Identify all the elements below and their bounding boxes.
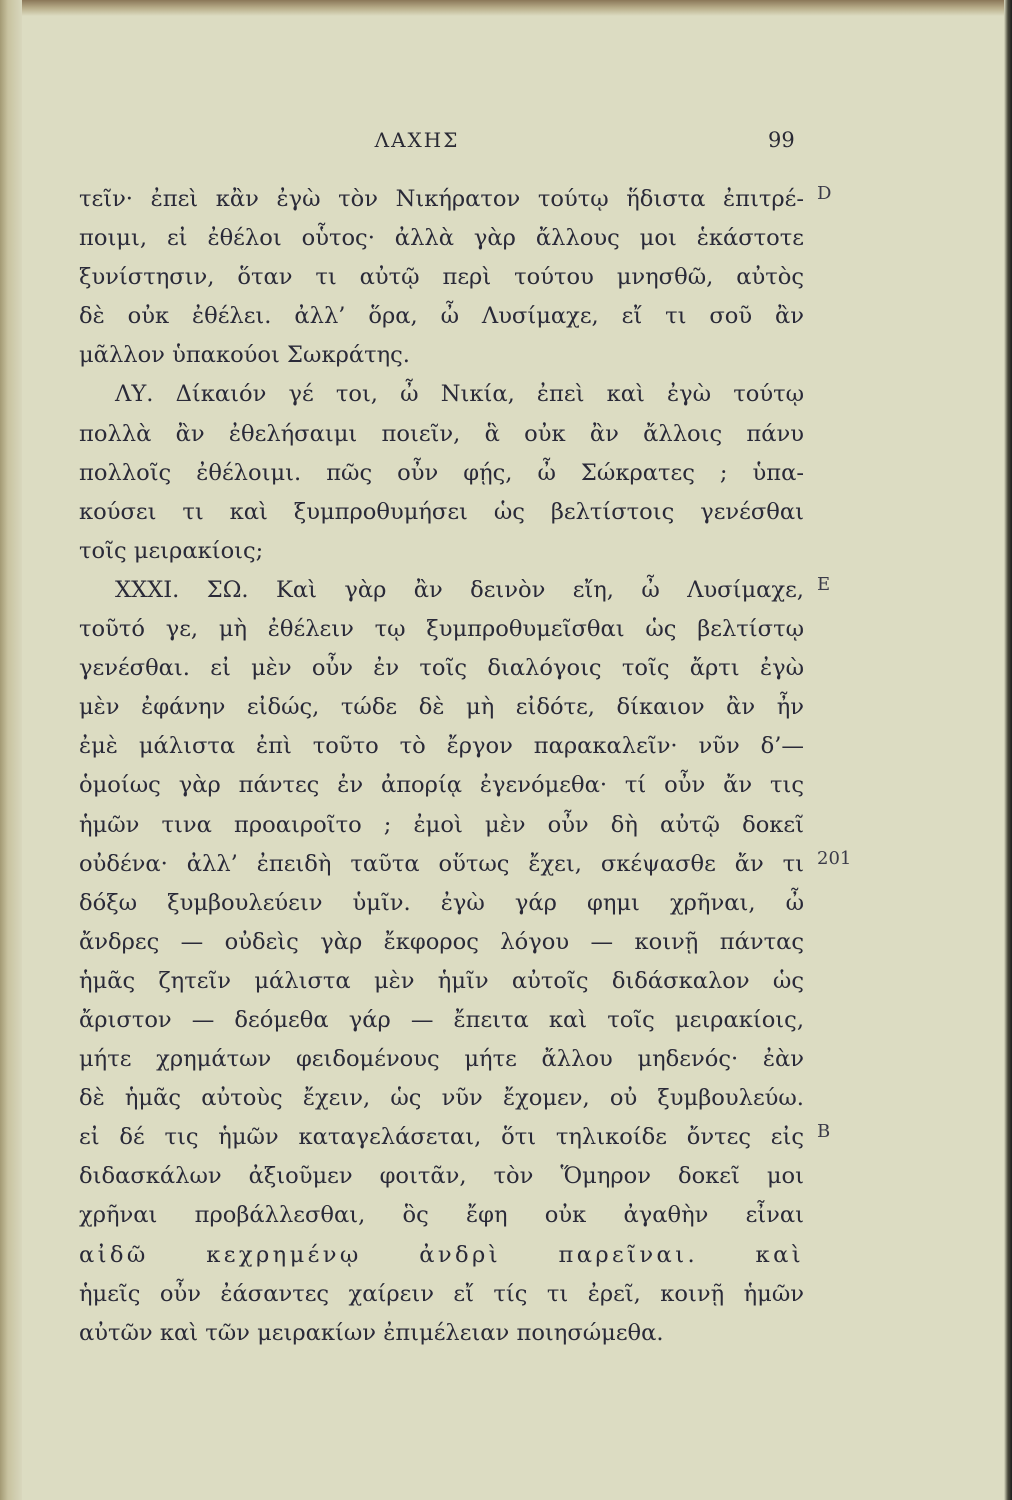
margin-marker-201: 201 [817,848,852,869]
text-line: δὲ ἡμᾶς αὐτοὺς ἔχειν, ὡς νῦν ἔχομεν, οὐ ξυμβουλεύω. [79,1085,804,1112]
text-line: αὐτῶν καὶ τῶν μειρακίων ἐπιμέλειαν ποιησώμεθα. [79,1319,664,1346]
text-line: τοῖς μειρακίοις; [79,537,264,564]
text-line: τεῖν· ἐπεὶ κἂν ἐγὼ τὸν Νικήρατον τούτῳ ἥδιστα ἐπιτρέ- [79,186,804,212]
text-line: πολλοῖς ἐθέλοιμι. πῶς οὖν φῄς, ὦ Σώκρατες ; ὑπα- [79,459,804,486]
text-line: δὲ οὐκ ἐθέλει. ἀλλ’ ὅρα, ὦ Λυσίμαχε, εἴ τι σοῦ ἂν [79,303,804,330]
text-line: αἰδῶ κεχρημένῳ ἀνδρὶ παρεῖναι. καὶ [79,1241,804,1268]
page-right-edge [1004,0,1012,1500]
text-line: μὲν ἐφάνην εἰδώς, τώδε δὲ μὴ εἰδότε, δίκαιον ἂν ἦν [79,694,804,721]
text-line: ξυνίστησιν, ὅταν τι αὐτῷ περὶ τούτου μνησθῶ, αὐτὸς [79,264,804,291]
text-line: πολλὰ ἂν ἐθελήσαιμι ποιεῖν, ἃ οὐκ ἂν ἄλλοις πάνυ [79,420,804,447]
margin-marker-e: E [817,574,831,595]
running-header [0,128,1012,168]
text-line: χρῆναι προβάλλεσθαι, ὃς ἔφη οὐκ ἀγαθὴν εἶναι [79,1202,804,1229]
text-line: ποιμι, εἰ ἐθέλοι οὗτος· ἀλλὰ γὰρ ἄλλους μοι ἑκάστοτε [79,225,804,252]
text-line: τοῦτό γε, μὴ ἐθέλειν τῳ ξυμπροθυμεῖσθαι ὡς βελτίστῳ [79,616,804,643]
text-line: ἄνδρες — οὐδεὶς γὰρ ἔκφορος λόγου — κοινῇ πάντας [79,928,804,955]
text-line: δόξω ξυμβουλεύειν ὑμῖν. ἐγὼ γάρ φημι χρῆναι, ὦ [79,889,804,916]
text-line: XXXI. ΣΩ. Καὶ γὰρ ἂν δεινὸν εἴη, ὦ Λυσίμαχε, [115,576,804,603]
text-line: μᾶλλον ὑπακούοι Σωκράτης. [79,342,410,369]
margin-marker-d: D [817,183,832,204]
page-number: 99 [768,128,795,152]
running-title: ΛΑΧΗΣ [374,128,460,152]
text-line: γενέσθαι. εἰ μὲν οὖν ἐν τοῖς διαλόγοις τοῖς ἄρτι ἐγὼ [79,655,804,682]
text-line: ἡμῶν τινα προαιροῖτο ; ἐμοὶ μὲν οὖν δὴ αὐτῷ δοκεῖ [79,811,804,838]
text-line: ὁμοίως γὰρ πάντες ἐν ἀπορίᾳ ἐγενόμεθα· τί οὖν ἄν τις [79,772,804,799]
page-top-edge [0,0,1012,16]
text-line: μήτε χρημάτων φειδομένους μήτε ἄλλου μηδενός· ἐὰν [79,1046,804,1073]
text-line: ΛΥ. Δίκαιόν γέ τοι, ὦ Νικία, ἐπεὶ καὶ ἐγὼ τούτῳ [115,381,804,408]
text-line: ἡμᾶς ζητεῖν μάλιστα μὲν ἡμῖν αὐτοῖς διδάσκαλον ὡς [79,967,804,994]
text-line: διδασκάλων ἀξιοῦμεν φοιτᾶν, τὸν Ὅμηρον δοκεῖ μοι [79,1163,804,1190]
text-line: οὐδένα· ἀλλ’ ἐπειδὴ ταῦτα οὕτως ἔχει, σκέψασθε ἄν τι [79,850,804,877]
main-text [79,180,804,1353]
text-line: ἐμὲ μάλιστα ἐπὶ τοῦτο τὸ ἔργον παρακαλεῖν· νῦν δ’— [79,733,804,760]
margin-marker-b: B [817,1121,831,1142]
text-line: ἡμεῖς οὖν ἐάσαντες χαίρειν εἴ τίς τι ἐρεῖ, κοινῇ ἡμῶν [79,1280,804,1307]
text-line: κούσει τι καὶ ξυμπροθυμήσει ὡς βελτίστοις γενέσθαι [79,498,804,525]
page-left-edge [0,0,22,1500]
text-line: ἄριστον — δεόμεθα γάρ — ἔπειτα καὶ τοῖς μειρακίοις, [79,1006,804,1033]
text-line: εἰ δέ τις ἡμῶν καταγελάσεται, ὅτι τηλικοίδε ὄντες εἰς [79,1124,804,1151]
